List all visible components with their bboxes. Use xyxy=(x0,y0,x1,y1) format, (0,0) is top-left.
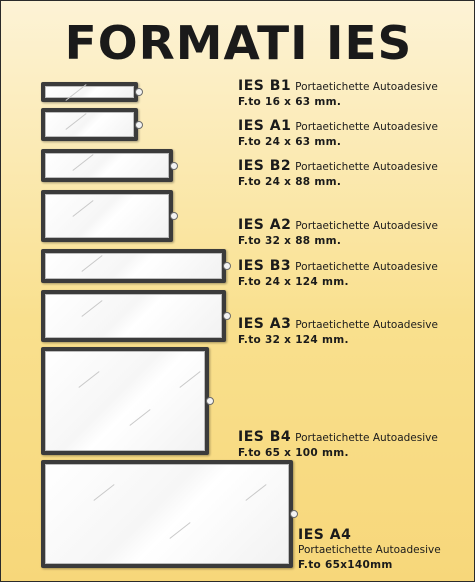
format-size: F.to 24 x 88 mm. xyxy=(238,176,342,188)
label-ies-a2 xyxy=(238,216,438,249)
glare-line xyxy=(94,484,115,501)
format-code: IES A3 xyxy=(238,316,292,332)
format-code: IES A2 xyxy=(238,217,292,233)
label-ies-b4 xyxy=(238,428,438,461)
glare-line xyxy=(79,371,100,388)
format-code: IES B2 xyxy=(238,158,292,174)
tab-notch-icon xyxy=(170,212,178,220)
holder-ies-b2 xyxy=(41,149,173,182)
holder-ies-a2 xyxy=(41,190,173,242)
glare-line xyxy=(82,255,103,272)
glare-line xyxy=(245,484,266,501)
label-ies-a4 xyxy=(298,528,441,573)
holder-ies-a1 xyxy=(41,108,138,141)
format-size: F.to 24 x 124 mm. xyxy=(238,276,349,288)
format-size: F.to 65 x 100 mm. xyxy=(238,447,349,459)
holder-ies-b1 xyxy=(41,82,138,102)
format-code: IES A1 xyxy=(238,118,292,134)
holder-ies-a4 xyxy=(41,460,293,568)
format-size: F.to 32 x 124 mm. xyxy=(238,334,349,346)
format-desc: Portaetichette Autoadesive xyxy=(295,161,438,173)
holder-ies-b4 xyxy=(41,347,209,455)
tab-notch-icon xyxy=(223,262,231,270)
tab-notch-icon xyxy=(290,510,298,518)
glare-line xyxy=(179,371,200,388)
format-size: F.to 32 x 88 mm. xyxy=(238,235,342,247)
format-size: F.to 65x140mm xyxy=(298,559,393,571)
format-desc: Portaetichette Autoadesive xyxy=(295,121,438,133)
format-code: IES B4 xyxy=(238,429,292,445)
format-code: IES B1 xyxy=(238,78,292,94)
glare-line xyxy=(66,84,87,101)
format-size: F.to 24 x 63 mm. xyxy=(238,136,342,148)
tab-notch-icon xyxy=(223,312,231,320)
label-ies-b3 xyxy=(238,257,438,290)
glare-line xyxy=(72,154,93,171)
glare-line xyxy=(169,522,190,539)
format-desc: Portaetichette Autoadesive xyxy=(298,544,441,556)
format-desc: Portaetichette Autoadesive xyxy=(295,261,438,273)
holder-ies-b3 xyxy=(41,249,226,283)
glare-line xyxy=(72,200,93,217)
tab-notch-icon xyxy=(206,397,214,405)
format-code: IES A4 xyxy=(298,527,352,543)
label-ies-a3 xyxy=(238,315,438,348)
format-desc: Portaetichette Autoadesive xyxy=(295,432,438,444)
tab-notch-icon xyxy=(135,121,143,129)
format-size: F.to 16 x 63 mm. xyxy=(238,96,342,108)
format-desc: Portaetichette Autoadesive xyxy=(295,319,438,331)
tab-notch-icon xyxy=(135,88,143,96)
holder-ies-a3 xyxy=(41,290,226,342)
label-ies-b1 xyxy=(238,77,438,110)
page-title: FORMATI IES xyxy=(64,16,413,70)
glare-line xyxy=(66,113,87,130)
tab-notch-icon xyxy=(170,162,178,170)
format-desc: Portaetichette Autoadesive xyxy=(295,220,438,232)
label-ies-b2 xyxy=(238,157,438,190)
glare-line xyxy=(129,409,150,426)
format-desc: Portaetichette Autoadesive xyxy=(295,81,438,93)
format-code: IES B3 xyxy=(238,258,292,274)
label-ies-a1 xyxy=(238,117,438,150)
glare-line xyxy=(82,300,103,317)
